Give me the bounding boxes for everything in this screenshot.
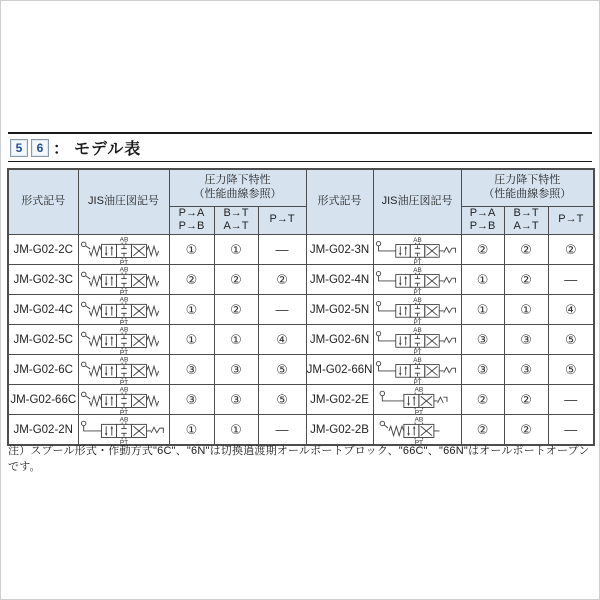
value-bt-at: ③ xyxy=(214,355,258,385)
jis-valve-symbol-2pos-detent xyxy=(377,385,457,415)
model-code: JM-G02-3N xyxy=(306,235,373,265)
model-code: JM-G02-5C xyxy=(8,325,78,355)
value-bt-at: ③ xyxy=(504,355,548,385)
svg-text:AB: AB xyxy=(414,386,424,394)
header-pressure-drop-left xyxy=(169,169,306,206)
valve-symbol-cell xyxy=(78,325,169,355)
value-pa-pb: ① xyxy=(461,295,504,325)
value-bt-at: ① xyxy=(214,415,258,446)
header-col-bt-at-left: B→T A→T xyxy=(214,206,258,235)
model-code: JM-G02-2E xyxy=(306,385,373,415)
value-pa-pb: ① xyxy=(169,325,214,355)
header-col-pt-left: P→T xyxy=(258,206,306,235)
jis-valve-symbol-no-spring xyxy=(374,265,461,295)
value-pa-pb: ③ xyxy=(461,325,504,355)
valve-symbol-cell xyxy=(373,325,461,355)
jis-valve-symbol-spring-centered xyxy=(79,235,169,265)
svg-text:AB: AB xyxy=(119,296,128,304)
value-pt: — xyxy=(548,415,594,446)
table-row xyxy=(8,325,594,355)
valve-symbol-cell xyxy=(78,295,169,325)
valve-symbol-cell xyxy=(78,355,169,385)
model-code: JM-G02-3C xyxy=(8,265,78,295)
valve-symbol-cell xyxy=(373,415,461,446)
valve-symbol-cell xyxy=(373,385,461,415)
section-title-bar xyxy=(8,132,592,162)
jis-valve-symbol-spring-centered xyxy=(79,325,169,355)
svg-text:PT: PT xyxy=(119,409,128,415)
svg-text:AB: AB xyxy=(412,266,422,274)
valve-symbol-cell xyxy=(373,355,461,385)
value-pt: ④ xyxy=(258,325,306,355)
value-pa-pb: ② xyxy=(461,385,504,415)
svg-text:AB: AB xyxy=(414,416,424,424)
header-col-pt-right: P→T xyxy=(548,206,594,235)
header-symbol-right: JIS油圧図記号 xyxy=(373,169,461,235)
svg-text:AB: AB xyxy=(412,296,422,304)
value-pa-pb: ③ xyxy=(461,355,504,385)
value-bt-at: ② xyxy=(214,265,258,295)
pressure-drop-line1: 圧力降下特性 xyxy=(204,174,271,186)
header-col-pa-pb-left: P→A P→B xyxy=(169,206,214,235)
value-pt: — xyxy=(258,415,306,446)
pressure-drop-line2: （性能曲線参照） xyxy=(483,187,572,200)
valve-symbol-cell xyxy=(78,415,169,446)
jis-valve-symbol-no-spring xyxy=(374,325,461,355)
valve-symbol-cell xyxy=(373,265,461,295)
section-number-6: 6 xyxy=(31,139,49,157)
table-row xyxy=(8,295,594,325)
value-bt-at: ③ xyxy=(214,385,258,415)
value-pt: ⑤ xyxy=(258,355,306,385)
jis-valve-symbol-no-spring xyxy=(374,235,461,265)
value-pa-pb: ① xyxy=(169,295,214,325)
model-code: JM-G02-66C xyxy=(8,385,78,415)
model-code: JM-G02-6C xyxy=(8,355,78,385)
value-pt: ② xyxy=(548,235,594,265)
model-code: JM-G02-2C xyxy=(8,235,78,265)
table-row xyxy=(8,415,594,446)
svg-text:PT: PT xyxy=(119,379,128,385)
svg-text:AB: AB xyxy=(119,326,128,334)
valve-symbol-cell xyxy=(78,385,169,415)
model-code: JM-G02-2B xyxy=(306,415,373,446)
table-row xyxy=(8,235,594,265)
svg-text:AB: AB xyxy=(119,266,128,274)
value-pt: — xyxy=(548,265,594,295)
jis-valve-symbol-spring-centered xyxy=(79,265,169,295)
jis-valve-symbol-no-spring xyxy=(79,415,169,445)
pressure-drop-line1: 圧力降下特性 xyxy=(494,174,561,186)
model-code: JM-G02-66N xyxy=(306,355,373,385)
value-pa-pb: ① xyxy=(169,235,214,265)
value-pa-pb: ② xyxy=(461,235,504,265)
value-bt-at: ② xyxy=(504,265,548,295)
svg-text:PT: PT xyxy=(412,288,422,295)
value-pt: ⑤ xyxy=(258,385,306,415)
value-pa-pb: ② xyxy=(461,415,504,446)
value-pt: ⑤ xyxy=(548,355,594,385)
value-pt: — xyxy=(258,295,306,325)
svg-text:PT: PT xyxy=(412,318,422,325)
value-bt-at: ② xyxy=(214,295,258,325)
svg-text:PT: PT xyxy=(119,259,128,265)
header-symbol-left: JIS油圧図記号 xyxy=(78,169,169,235)
value-bt-at: ② xyxy=(504,235,548,265)
model-table xyxy=(7,168,595,446)
value-bt-at: ① xyxy=(504,295,548,325)
svg-text:AB: AB xyxy=(119,386,128,394)
svg-text:PT: PT xyxy=(412,378,422,385)
table-row xyxy=(8,355,594,385)
svg-text:PT: PT xyxy=(119,349,128,355)
table-row xyxy=(8,385,594,415)
svg-text:AB: AB xyxy=(119,356,128,364)
page-title: モデル表 xyxy=(74,141,142,158)
svg-text:AB: AB xyxy=(119,236,128,244)
svg-text:PT: PT xyxy=(414,439,424,445)
value-bt-at: ② xyxy=(504,385,548,415)
value-bt-at: ① xyxy=(214,235,258,265)
table-row xyxy=(8,265,594,295)
model-code: JM-G02-2N xyxy=(8,415,78,446)
svg-text:AB: AB xyxy=(412,356,422,364)
jis-valve-symbol-no-spring xyxy=(374,355,461,385)
valve-symbol-cell xyxy=(373,295,461,325)
jis-valve-symbol-spring-centered xyxy=(79,355,169,385)
svg-text:AB: AB xyxy=(119,416,128,424)
svg-text:PT: PT xyxy=(414,409,424,415)
svg-text:AB: AB xyxy=(412,326,422,334)
svg-text:PT: PT xyxy=(119,289,128,295)
value-bt-at: ② xyxy=(504,415,548,446)
value-pt: ② xyxy=(258,265,306,295)
value-pa-pb: ③ xyxy=(169,385,214,415)
jis-valve-symbol-spring-centered xyxy=(79,385,169,415)
value-bt-at: ③ xyxy=(504,325,548,355)
value-pa-pb: ① xyxy=(461,265,504,295)
pressure-drop-line2: （性能曲線参照） xyxy=(193,187,282,200)
model-code: JM-G02-4C xyxy=(8,295,78,325)
value-pa-pb: ① xyxy=(169,415,214,446)
svg-text:PT: PT xyxy=(119,319,128,325)
jis-valve-symbol-2pos-spring xyxy=(377,415,457,445)
valve-symbol-cell xyxy=(78,265,169,295)
valve-symbol-cell xyxy=(373,235,461,265)
header-model-left: 形式記号 xyxy=(8,169,78,235)
value-bt-at: ① xyxy=(214,325,258,355)
value-pt: — xyxy=(258,235,306,265)
header-model-right: 形式記号 xyxy=(306,169,373,235)
title-separator: ： xyxy=(53,141,71,158)
value-pt: ⑤ xyxy=(548,325,594,355)
footnote: 注）スプール形式・作動方式"6C"、"6N"は切換過渡期オールポートブロック、"66C"、"66N"はオールポートオープンです。 xyxy=(8,445,590,473)
valve-symbol-cell xyxy=(78,235,169,265)
header-col-pa-pb-right: P→A P→B xyxy=(461,206,504,235)
svg-text:PT: PT xyxy=(119,439,128,445)
svg-text:PT: PT xyxy=(412,258,422,265)
model-code: JM-G02-6N xyxy=(306,325,373,355)
model-code: JM-G02-4N xyxy=(306,265,373,295)
value-pa-pb: ③ xyxy=(169,355,214,385)
svg-text:PT: PT xyxy=(412,348,422,355)
section-number-5: 5 xyxy=(10,139,28,157)
header-col-bt-at-right: B→T A→T xyxy=(504,206,548,235)
svg-text:AB: AB xyxy=(412,236,422,244)
value-pt: ④ xyxy=(548,295,594,325)
model-code: JM-G02-5N xyxy=(306,295,373,325)
jis-valve-symbol-spring-centered xyxy=(79,295,169,325)
value-pt: — xyxy=(548,385,594,415)
header-pressure-drop-right xyxy=(461,169,594,206)
value-pa-pb: ② xyxy=(169,265,214,295)
jis-valve-symbol-no-spring xyxy=(374,295,461,325)
